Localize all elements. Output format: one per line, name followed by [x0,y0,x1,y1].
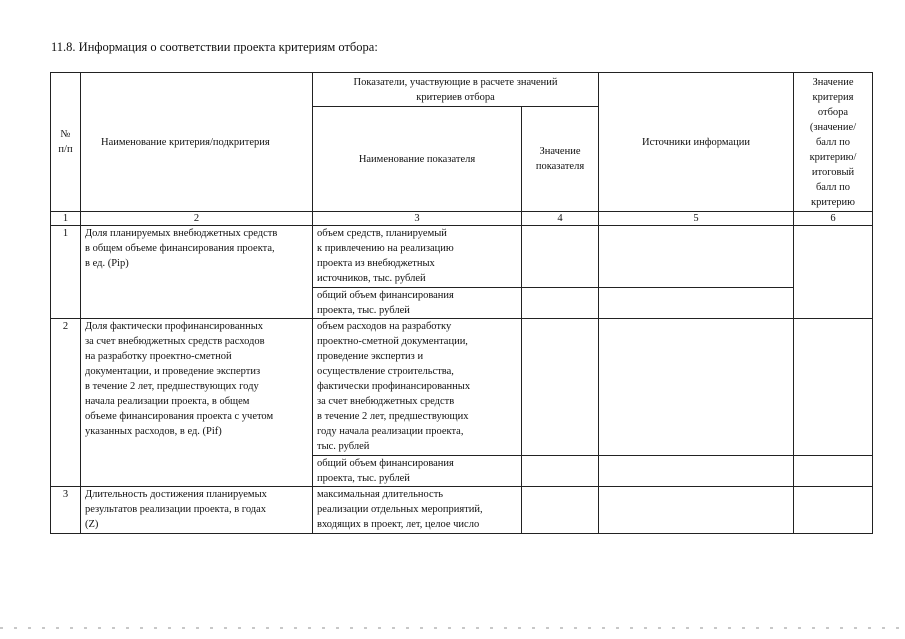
criterion-name: Длительность достижения планируемых результатов реализации проекта, в годах (Z) [81,487,313,534]
criterion-name: Доля фактически профинансированных за счет внебюджетных средств расходов на разработку проектно-сметной документации, и проведение экспертиз в течение 2 лет, предшествующих году начала реализации проекта, в общем объеме финансирования проекта с учетом указанных расходов, в ед. (Pif) [81,319,313,487]
indicator-value-cell [522,319,599,456]
header-indicator-name: Наименование показателя [313,107,522,212]
indicator-value-cell [522,487,599,534]
indicator-name: общий объем финансирования проекта, тыс. рублей [313,456,522,487]
column-number: 1 [51,212,81,226]
sources-cell [599,319,794,456]
header-criterion-value: Значение критерия отбора (значение/ балл по критерию/ итоговый балл по критерию [794,73,873,212]
row-number: 2 [51,319,81,487]
criterion-value-cell [794,226,873,319]
header-indicator-value: Значение показателя [522,107,599,212]
criterion-name: Доля планируемых внебюджетных средств в общем объеме финансирования проекта, в ед. (Pip) [81,226,313,319]
section-heading: 11.8. Информация о соответствии проекта критериям отбора: [51,40,378,54]
sources-cell [599,487,794,534]
indicator-value-cell [522,226,599,288]
sources-cell [599,288,794,319]
indicator-name: объем расходов на разработку проектно-сметной документации, проведение экспертиз и осуществление строительства, фактически профинансированных за счет внебюджетных средств в течение 2 лет, предшествующих году начала реализации проекта, тыс. рублей [313,319,522,456]
indicator-value-cell [522,288,599,319]
header-indicators-group: Показатели, участвующие в расчете значений критериев отбора [313,73,599,107]
indicator-name: объем средств, планируемый к привлечению на реализацию проекта из внебюджетных источников, тыс. рублей [313,226,522,288]
indicator-name: максимальная длительность реализации отдельных мероприятий, входящих в проект, лет, целое число [313,487,522,534]
row-number: 3 [51,487,81,534]
criterion-value-cell [794,487,873,534]
sources-cell [599,226,794,288]
header-sources: Источники информации [599,73,794,212]
criterion-value-cell [794,319,873,456]
criteria-table [50,72,873,534]
column-number: 4 [522,212,599,226]
criterion-value-cell [794,456,873,487]
header-num: № п/п [51,73,81,212]
row-number: 1 [51,226,81,319]
column-number: 6 [794,212,873,226]
scan-edge-artifact [0,627,905,629]
indicator-name: общий объем финансирования проекта, тыс. рублей [313,288,522,319]
sources-cell [599,456,794,487]
column-number: 5 [599,212,794,226]
column-number: 3 [313,212,522,226]
column-number: 2 [81,212,313,226]
header-criterion: Наименование критерия/подкритерия [81,73,313,212]
indicator-value-cell [522,456,599,487]
